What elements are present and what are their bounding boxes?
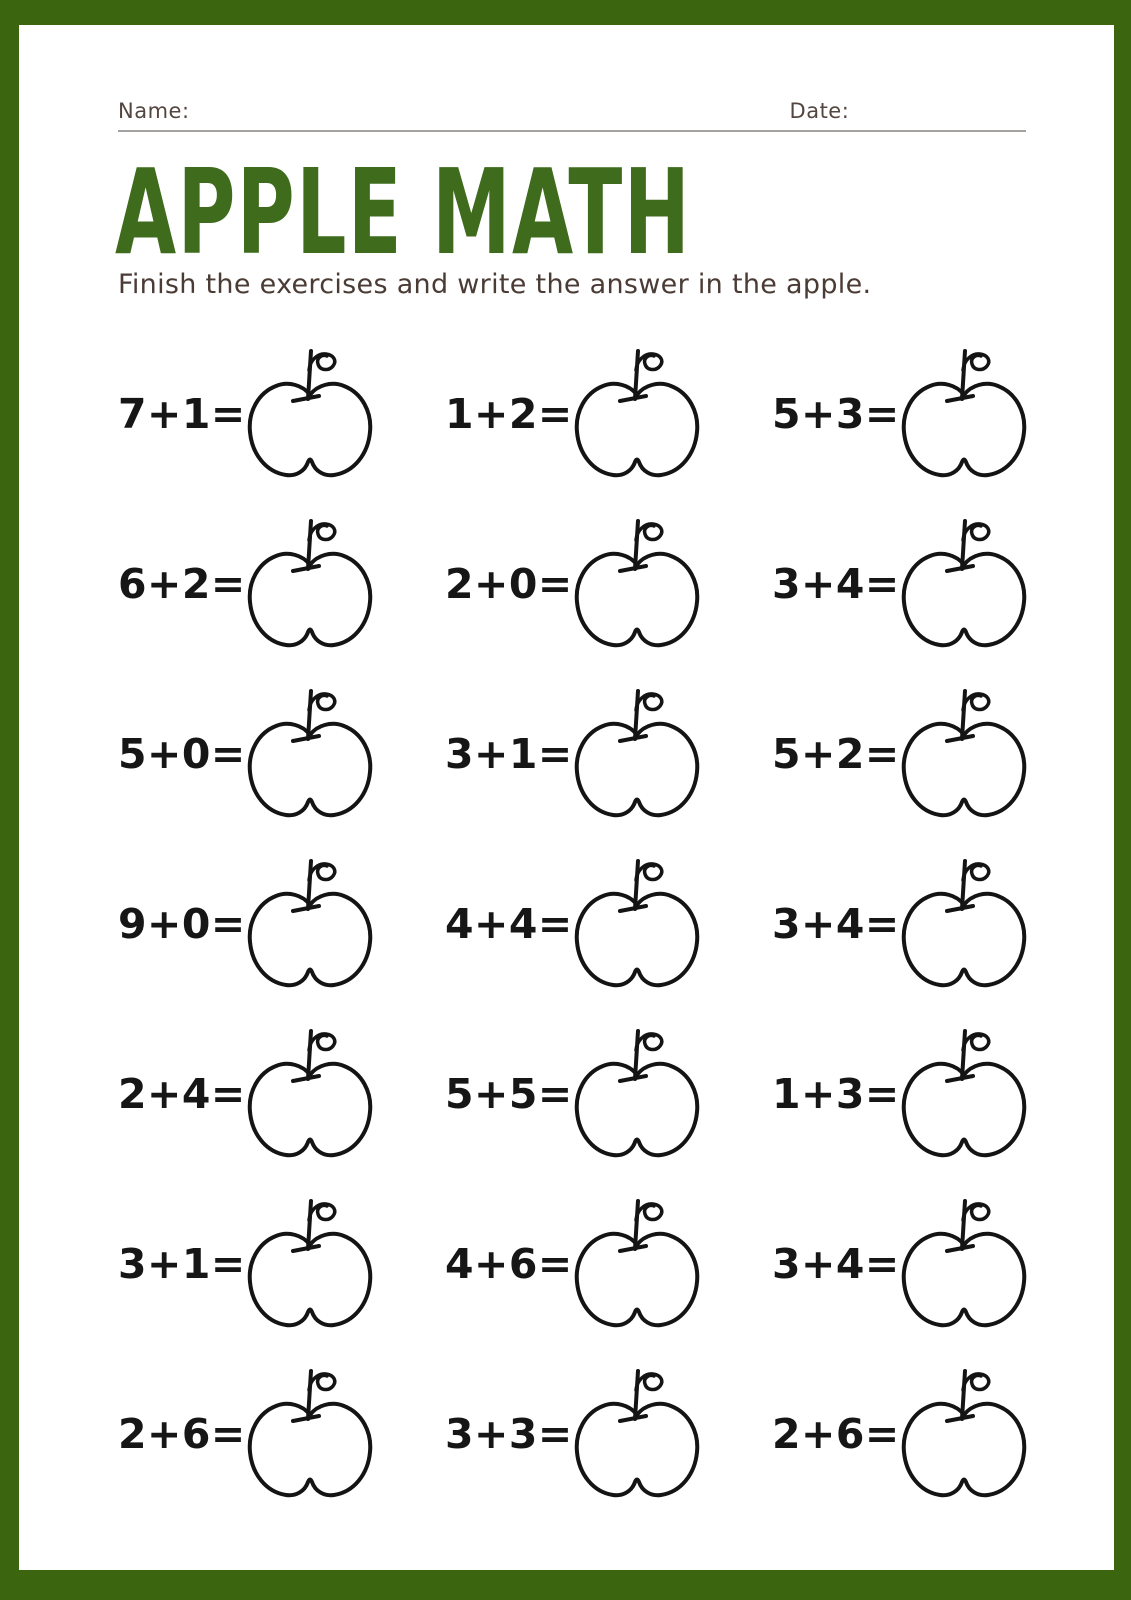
exercise-problem: 2+6= [772,1410,900,1458]
name-label: Name: [118,99,190,123]
exercise-cell [445,1352,772,1522]
apple-outline-icon[interactable] [246,1198,374,1336]
worksheet-sheet [19,25,1114,1570]
apple-outline-icon[interactable] [573,858,701,996]
exercise-problem: 5+5= [445,1070,573,1118]
exercise-problem: 5+0= [118,730,246,778]
apple-outline-icon[interactable] [900,688,1028,826]
date-fill-area[interactable] [849,97,1026,123]
apple-outline-icon[interactable] [900,1368,1028,1506]
apple-outline-icon[interactable] [900,518,1028,656]
apple-outline-icon[interactable] [246,858,374,996]
page-subtitle: Finish the exercises and write the answer in the apple. [118,269,872,300]
exercise-problem: 3+4= [772,1240,900,1288]
exercise-cell [772,842,1099,1012]
exercise-row [118,1182,1108,1352]
exercise-row [118,842,1108,1012]
exercise-cell [772,332,1099,502]
exercise-cell [445,842,772,1012]
exercise-cell [118,1352,445,1522]
exercise-row [118,332,1108,502]
exercise-problem: 5+2= [772,730,900,778]
exercise-problem: 3+4= [772,560,900,608]
apple-outline-icon[interactable] [246,1368,374,1506]
exercise-cell [445,502,772,672]
exercise-problem: 7+1= [118,390,246,438]
apple-outline-icon[interactable] [573,1198,701,1336]
apple-outline-icon[interactable] [900,348,1028,486]
exercise-problem: 3+1= [445,730,573,778]
exercise-row [118,502,1108,672]
apple-outline-icon[interactable] [573,1368,701,1506]
exercise-problem: 3+4= [772,900,900,948]
exercise-cell [772,672,1099,842]
apple-outline-icon[interactable] [900,858,1028,996]
name-fill-area[interactable] [190,97,790,123]
exercise-cell [118,502,445,672]
apple-outline-icon[interactable] [246,348,374,486]
exercise-cell [445,1012,772,1182]
exercise-cell [118,1182,445,1352]
exercise-problem: 4+4= [445,900,573,948]
apple-outline-icon[interactable] [900,1198,1028,1336]
exercise-problem: 3+1= [118,1240,246,1288]
exercise-grid [118,332,1108,1522]
exercise-problem: 3+3= [445,1410,573,1458]
apple-outline-icon[interactable] [246,688,374,826]
exercise-cell [118,672,445,842]
apple-outline-icon[interactable] [573,1028,701,1166]
exercise-problem: 2+4= [118,1070,246,1118]
apple-outline-icon[interactable] [573,688,701,826]
exercise-row [118,672,1108,842]
exercise-cell [118,332,445,502]
exercise-cell [118,1012,445,1182]
apple-outline-icon[interactable] [900,1028,1028,1166]
exercise-problem: 2+6= [118,1410,246,1458]
apple-outline-icon[interactable] [573,348,701,486]
exercise-cell [445,1182,772,1352]
name-date-row [118,97,1026,132]
apple-outline-icon[interactable] [246,518,374,656]
page-title: APPLE MATH [115,143,692,281]
exercise-row [118,1012,1108,1182]
exercise-row [118,1352,1108,1522]
apple-outline-icon[interactable] [573,518,701,656]
exercise-problem: 9+0= [118,900,246,948]
exercise-cell [445,332,772,502]
apple-outline-icon[interactable] [246,1028,374,1166]
exercise-problem: 5+3= [772,390,900,438]
exercise-cell [118,842,445,1012]
exercise-problem: 2+0= [445,560,573,608]
exercise-problem: 4+6= [445,1240,573,1288]
exercise-cell [772,1352,1099,1522]
exercise-cell [772,1012,1099,1182]
exercise-cell [445,672,772,842]
exercise-cell [772,502,1099,672]
exercise-cell [772,1182,1099,1352]
exercise-problem: 1+2= [445,390,573,438]
exercise-problem: 6+2= [118,560,246,608]
date-label: Date: [789,99,850,123]
exercise-problem: 1+3= [772,1070,900,1118]
